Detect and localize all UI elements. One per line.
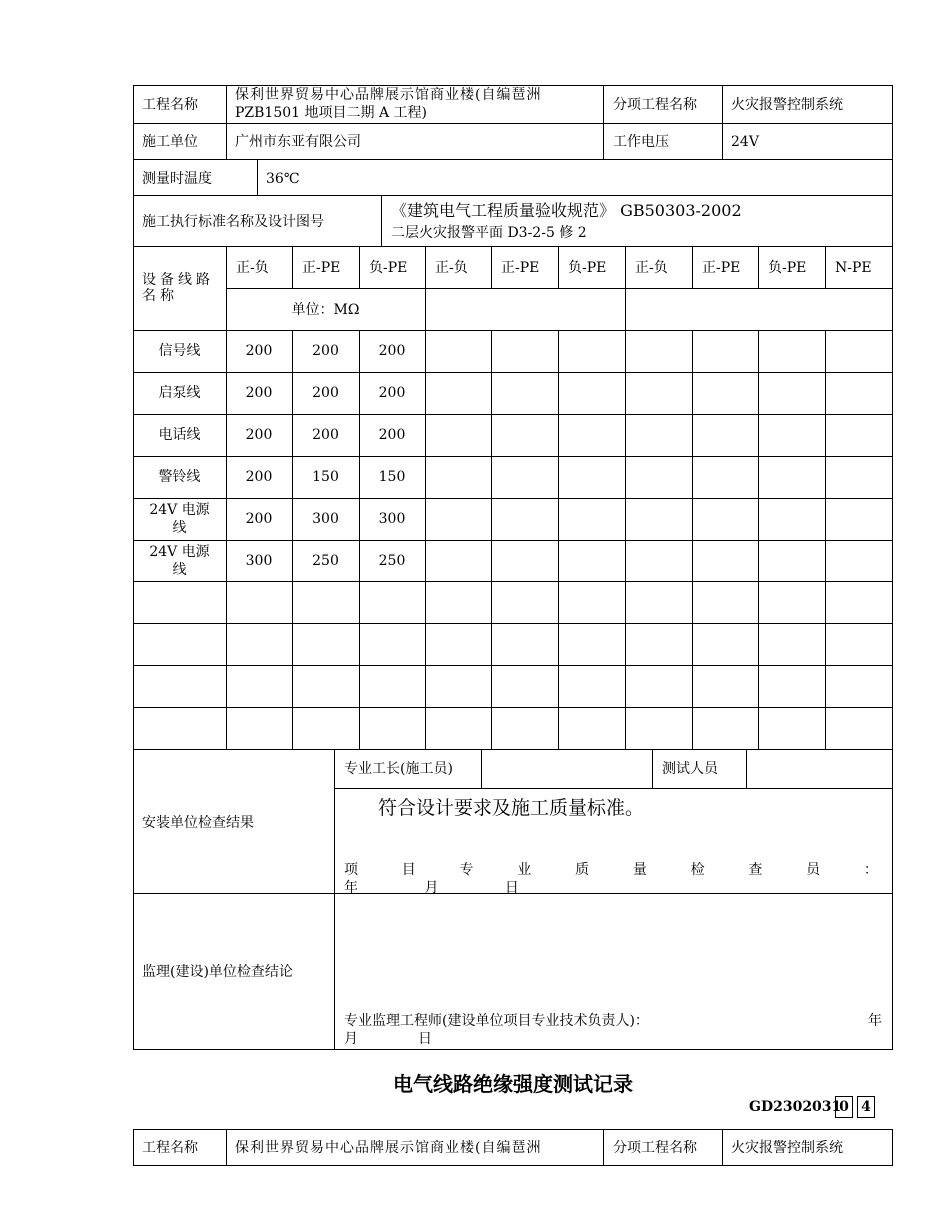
table-cell: 200 — [245, 343, 273, 359]
inspector-char: 目 — [401, 862, 416, 878]
table-cell: 200 — [245, 511, 273, 527]
column-header: N-PE — [835, 260, 872, 276]
inspector-char: 质 — [575, 862, 590, 878]
project-name-line1: 保利世界贸易中心品牌展示馆商业楼(自编琶洲 — [235, 87, 542, 103]
standard-line1: 《建筑电气工程质量验收规范》 GB50303-2002 — [391, 201, 742, 220]
supervisor-label: 监理(建设)单位检查结论 — [142, 964, 293, 980]
inspector-char: 业 — [517, 862, 532, 878]
table-cell: 200 — [245, 469, 273, 485]
contractor-name: 广州市东亚有限公司 — [235, 134, 361, 150]
table-cell: 200 — [378, 385, 406, 401]
footer-project-label: 工程名称 — [142, 1140, 198, 1156]
temp-value: 36℃ — [266, 171, 300, 187]
row-name-cont: 线 — [172, 562, 187, 578]
project-name-line2: PZB1501 地项目二期 A 工程) — [235, 105, 427, 121]
sup-month: 月 — [344, 1031, 358, 1047]
column-header: 正-PE — [302, 260, 341, 276]
table-cell: 200 — [245, 427, 273, 443]
inspector-char: 项 — [344, 862, 358, 878]
column-header: 正-负 — [236, 260, 269, 276]
table-cell: 200 — [312, 427, 339, 443]
column-header: 负-PE — [369, 260, 408, 276]
standard-label: 施工执行标准名称及设计图号 — [142, 214, 324, 230]
table-cell: 200 — [245, 385, 273, 401]
footer-project-name: 保利世界贸易中心品牌展示馆商业楼(自编琶洲 — [235, 1140, 542, 1156]
form-code: GD2302031 — [749, 1099, 842, 1115]
inspector-line — [344, 859, 878, 879]
column-header: 正-PE — [501, 260, 540, 276]
subproject-name: 火灾报警控制系统 — [731, 97, 843, 113]
inspector-char: ： — [863, 862, 878, 878]
footer-subproject-label: 分项工程名称 — [613, 1140, 697, 1156]
row-name: 电话线 — [158, 427, 201, 443]
row-name: 启泵线 — [158, 385, 201, 401]
table-cell: 300 — [312, 511, 339, 527]
table-cell: 200 — [378, 427, 406, 443]
inspector-date — [344, 877, 519, 897]
date-month: 月 — [424, 880, 439, 896]
code-box-1: 0 — [835, 1096, 853, 1118]
sup-year: 年 — [868, 1013, 882, 1029]
column-header: 正-负 — [635, 260, 668, 276]
tester-label: 测试人员 — [662, 761, 718, 777]
result-text: 符合设计要求及施工质量标准。 — [378, 797, 645, 819]
standard-line2: 二层火灾报警平面 D3-2-5 修 2 — [391, 225, 587, 241]
inspector-char: 员 — [806, 862, 821, 878]
row-name: 信号线 — [158, 343, 201, 359]
row-name-cont: 线 — [172, 520, 187, 536]
sup-day: 日 — [418, 1031, 432, 1047]
row-header-label: 设备线路名称 — [142, 272, 214, 304]
date-year: 年 — [344, 880, 358, 896]
table-cell: 200 — [312, 385, 339, 401]
row-name: 警铃线 — [158, 469, 201, 485]
table-cell: 250 — [312, 553, 339, 569]
voltage-label: 工作电压 — [613, 134, 669, 150]
row-name: 24V 电源 — [149, 544, 210, 560]
column-header: 负-PE — [568, 260, 607, 276]
subproject-label: 分项工程名称 — [613, 97, 697, 113]
table-cell: 150 — [378, 469, 406, 485]
temp-label: 测量时温度 — [142, 171, 212, 187]
project-label: 工程名称 — [142, 97, 198, 113]
contractor-label: 施工单位 — [142, 134, 198, 150]
inspector-char: 专 — [459, 862, 474, 878]
table-cell: 200 — [378, 343, 406, 359]
column-header: 正-PE — [702, 260, 741, 276]
install-check-label: 安装单位检查结果 — [142, 815, 254, 831]
inspector-char: 查 — [748, 862, 763, 878]
inspector-char: 量 — [632, 862, 647, 878]
table-cell: 150 — [312, 469, 339, 485]
foreman-label: 专业工长(施工员) — [344, 761, 453, 777]
unit-label: 单位：MΩ — [291, 302, 360, 318]
table-cell: 250 — [378, 553, 406, 569]
table-cell: 200 — [312, 343, 339, 359]
supervisor-sign: 专业监理工程师(建设单位项目专业技术负责人)： — [344, 1013, 649, 1029]
table-cell: 300 — [245, 553, 273, 569]
form-title: 电气线路绝缘强度测试记录 — [393, 1072, 633, 1096]
code-box-2: 4 — [857, 1096, 875, 1118]
column-header: 负-PE — [768, 260, 807, 276]
table-cell: 300 — [378, 511, 406, 527]
column-header: 正-负 — [435, 260, 468, 276]
row-name: 24V 电源 — [149, 502, 210, 518]
voltage-value: 24V — [731, 134, 759, 150]
footer-subproject-name: 火灾报警控制系统 — [731, 1140, 843, 1156]
date-day: 日 — [504, 880, 519, 896]
inspector-char: 检 — [690, 862, 705, 878]
